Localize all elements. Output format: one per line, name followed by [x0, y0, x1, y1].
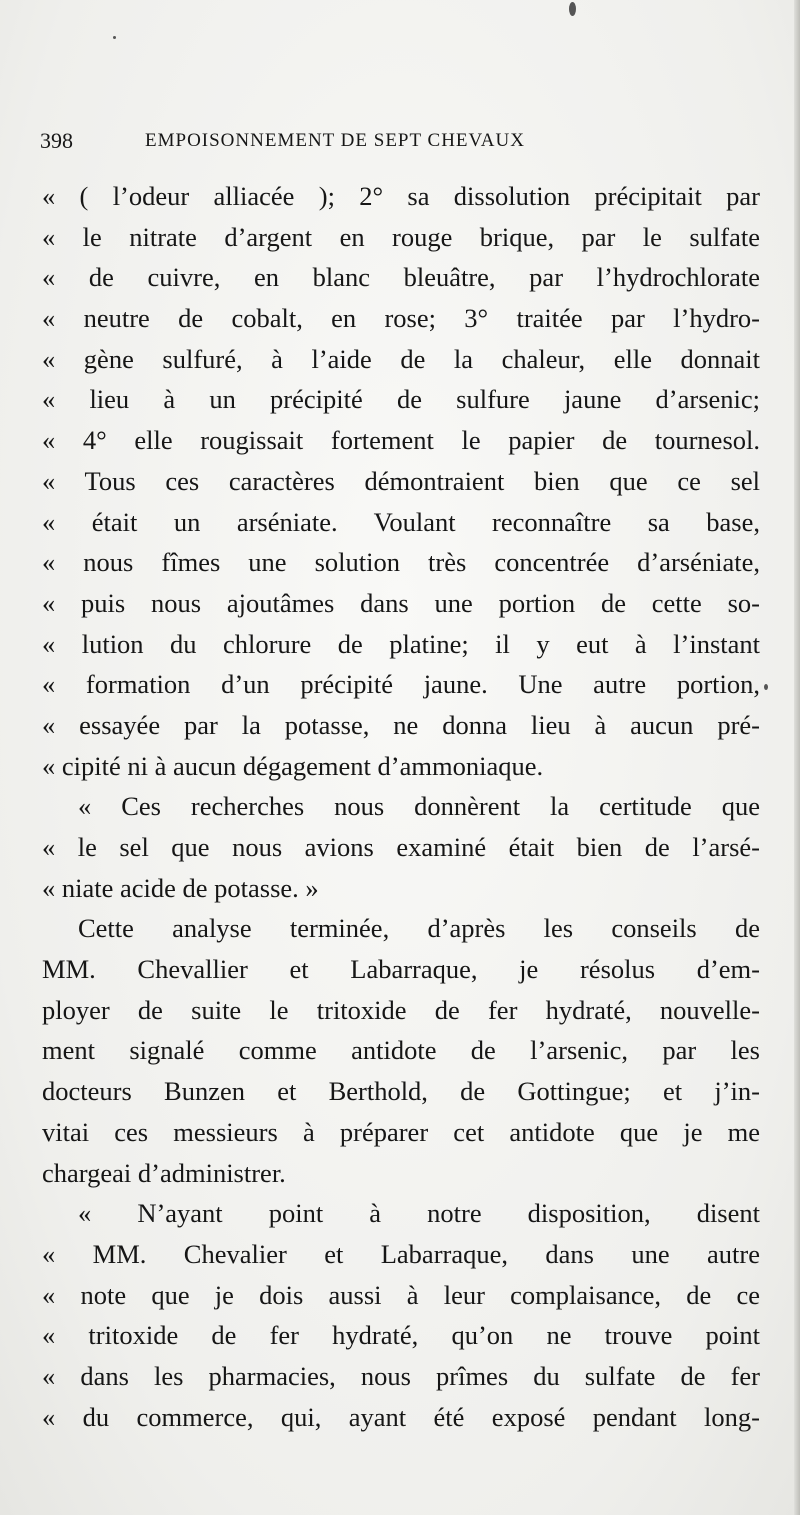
text-line: « tritoxide de fer hydraté, qu’on ne trouve point: [42, 1320, 760, 1351]
text-line: « N’ayant point à notre disposition, disent: [78, 1198, 760, 1229]
page-header: [40, 128, 760, 162]
body-text: [42, 176, 760, 1437]
text-line: Cette analyse terminée, d’après les conseils de: [78, 913, 760, 944]
text-line: « lution du chlorure de platine; il y eut à l’instant: [42, 628, 760, 659]
text-line: « nous fîmes une solution très concentrée d’arséniate,: [42, 547, 760, 578]
text-line: « était un arséniate. Voulant reconnaître sa base,: [42, 506, 760, 537]
text-line: ployer de suite le tritoxide de fer hydraté, nouvelle-: [42, 994, 760, 1025]
page-edge: [794, 0, 800, 1515]
text-line: ment signalé comme antidote de l’arsenic, par les: [42, 1035, 760, 1066]
text-line: « MM. Chevalier et Labarraque, dans une autre: [42, 1238, 760, 1269]
text-line: « Tous ces caractères démontraient bien que ce sel: [42, 465, 760, 496]
text-line: « de cuivre, en blanc bleuâtre, par l’hydrochlorate: [42, 262, 760, 293]
text-line: « le nitrate d’argent en rouge brique, par le sulfate: [42, 221, 760, 252]
text-line: « ( l’odeur alliacée ); 2° sa dissolution précipitait par: [42, 181, 760, 211]
text-line: vitai ces messieurs à préparer cet antidote que je me: [42, 1116, 760, 1147]
text-line: « du commerce, qui, ayant été exposé pendant long-: [42, 1401, 760, 1432]
text-line: « formation d’un précipité jaune. Une autre portion,: [42, 669, 760, 700]
page-number: 398: [40, 128, 73, 153]
text-line: « le sel que nous avions examiné était bien de l’arsé-: [42, 832, 760, 862]
text-line: « dans les pharmacies, nous prîmes du sulfate de fer: [42, 1360, 760, 1391]
text-line: « puis nous ajoutâmes dans une portion de cette so-: [42, 587, 760, 618]
text-line: « cipité ni à aucun dégagement d’ammoniaque.: [42, 750, 544, 781]
text-line: « 4° elle rougissait fortement le papier de tournesol.: [42, 425, 760, 456]
text-line: « note que je dois aussi à leur complaisance, de ce: [42, 1279, 760, 1310]
text-line: « essayée par la potasse, ne donna lieu à aucun pré-: [42, 709, 760, 740]
text-line: docteurs Bunzen et Berthold, de Gottingue; et j’in-: [42, 1076, 760, 1107]
text-line: « Ces recherches nous donnèrent la certitude que: [78, 791, 760, 822]
ink-speck: [569, 2, 576, 16]
ink-speck: [764, 684, 768, 690]
text-line: « gène sulfuré, à l’aide de la chaleur, elle donnait: [42, 343, 760, 374]
text-line: chargeai d’administrer.: [42, 1157, 286, 1188]
running-title: EMPOISONNEMENT DE SEPT CHEVAUX: [145, 130, 525, 151]
text-line: MM. Chevallier et Labarraque, je résolus d’em-: [42, 954, 760, 985]
text-line: « niate acide de potasse. »: [42, 872, 319, 903]
ink-speck: [113, 36, 116, 39]
text-line: « lieu à un précipité de sulfure jaune d’arsenic;: [42, 384, 760, 415]
text-line: « neutre de cobalt, en rose; 3° traitée par l’hydro-: [42, 303, 760, 334]
